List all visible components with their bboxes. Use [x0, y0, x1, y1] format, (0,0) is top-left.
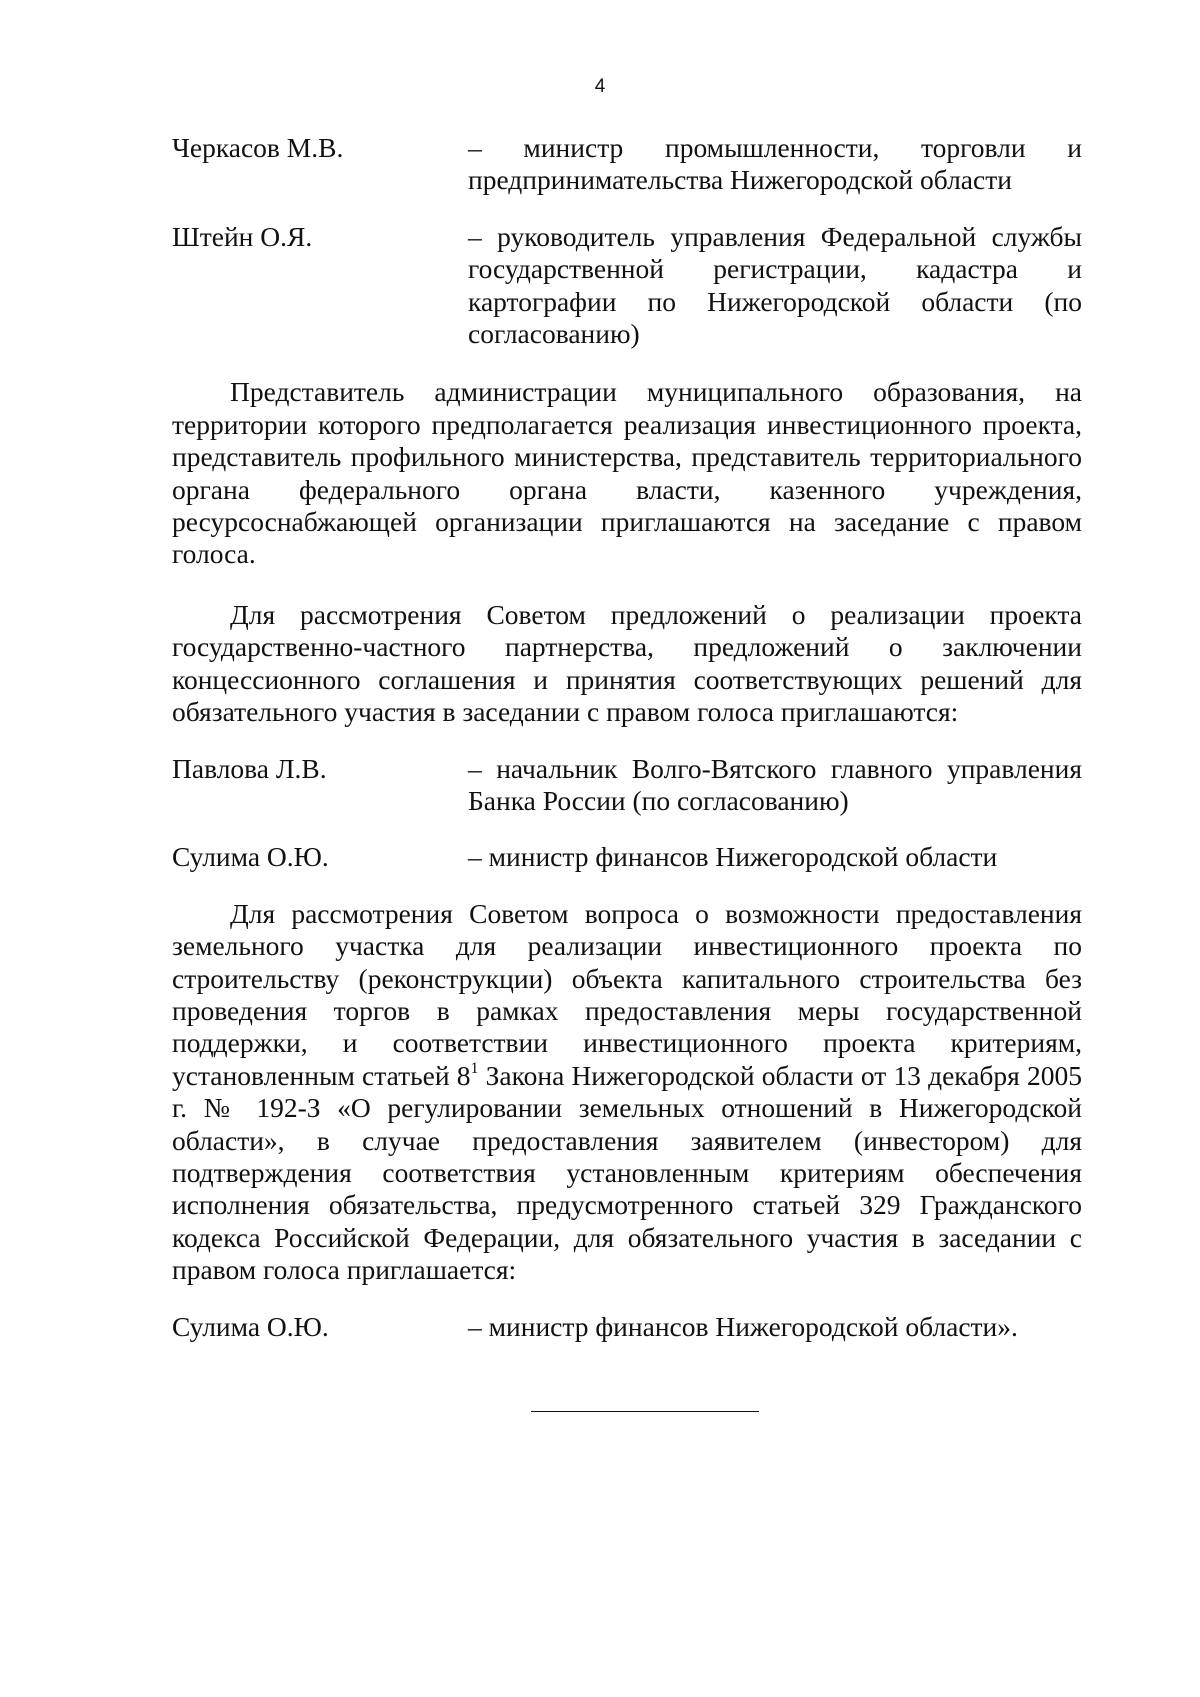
member-entry-sulima [172, 841, 1082, 873]
member-name: Павлова Л.В. [172, 752, 327, 784]
paragraph-land-plot-part-a: Для рассмотрения Советом вопроса о возможности предоставления земельного участка для реализации инвестиционного проекта по строительству (реконструкции) объекта капитального строительства без проведения торгов в рамках предоставления меры государственной поддержки, и соответствии инвестиционного проекта критериям, установленным статьей 8 [172, 897, 1082, 1091]
paragraph-ppp-proposals: Для рассмотрения Советом предложений о реализации проекта государственно-частного партнерства, предложений о заключении концессионного соглашения и принятия соответствующих решений для обязательного участия в заседании с правом голоса приглашаются: [172, 598, 1082, 728]
page-number: 4 [594, 76, 606, 97]
paragraph-land-plot [172, 898, 1082, 1287]
member-name: Сулима О.Ю. [172, 841, 329, 873]
paragraph-invited-representatives: Представитель администрации муниципального образования, на территории которого предполагается реализация инвестиционного проекта, представитель профильного министерства, представитель территориального органа федерального органа власти, казенного учреждения, ресурсоснабжающей организации приглашаются на заседание с правом голоса. [172, 376, 1082, 570]
member-entry-pavlova [172, 753, 1082, 818]
member-name: Черкасов М.В. [172, 132, 344, 163]
superscript-mark: 1 [470, 1059, 479, 1077]
member-entry-sulima-final [172, 1311, 1082, 1343]
member-name: Штейн О.Я. [172, 220, 313, 252]
end-of-document-rule [531, 1411, 759, 1412]
member-role: – министр финансов Нижегородской области». [468, 1310, 1018, 1342]
member-role: – министр промышленности, торговли и предпринимательства Нижегородской области [468, 132, 1082, 196]
member-entry-cherkasov [172, 132, 1082, 197]
member-role: – начальник Волго-Вятского главного управления Банка России (по согласованию) [468, 752, 1082, 816]
paragraph-land-plot-part-b: Закона Нижегородской области от 13 декабря 2005 г. № 192-З «О регулировании земельных отношений в Нижегородской области», в случае предоставления заявителем (инвестором) для подтверждения соответствия установленным критериям обеспечения исполнения обязательства, предусмотренного статьей 329 Гражданского кодекса Российской Федерации, для обязательного участия в заседании с правом голоса приглашается: [172, 1059, 1082, 1286]
member-name: Сулима О.Ю. [172, 1310, 329, 1342]
document-body [172, 132, 1082, 1343]
member-role: – министр финансов Нижегородской области [468, 841, 998, 873]
member-role: – руководитель управления Федеральной службы государственной регистрации, кадастра и картографии по Нижегородской области (по согласованию) [468, 220, 1082, 350]
member-entry-shtein [172, 221, 1082, 351]
